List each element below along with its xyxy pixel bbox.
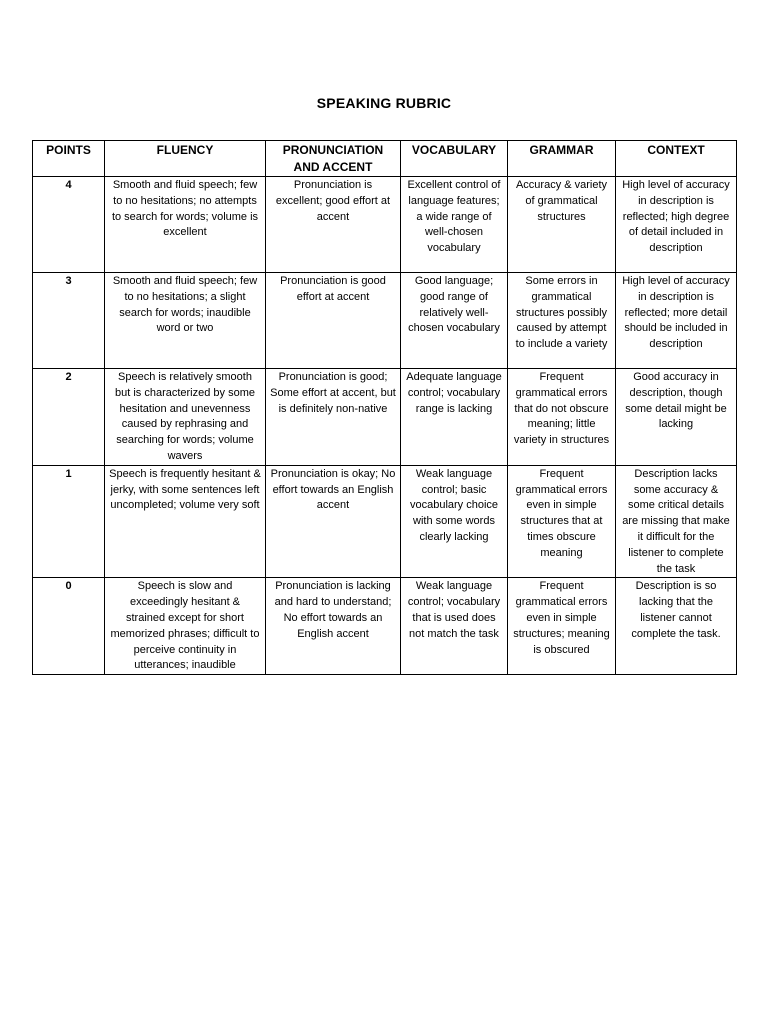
cell-points: 1 xyxy=(33,465,105,578)
cell-context: High level of accuracy in description is reflected; more detail should be included in description xyxy=(616,273,737,369)
cell-points: 4 xyxy=(33,177,105,273)
header-vocabulary: VOCABULARY xyxy=(401,141,508,177)
cell-vocabulary: Adequate language control; vocabulary range is lacking xyxy=(401,369,508,466)
cell-vocabulary: Excellent control of language features; a wide range of well-chosen vocabulary xyxy=(401,177,508,273)
page-title: SPEAKING RUBRIC xyxy=(316,95,452,111)
cell-points: 3 xyxy=(33,273,105,369)
cell-fluency: Smooth and fluid speech; few to no hesitations; no attempts to search for words; volume is excellent xyxy=(105,177,266,273)
cell-pronunciation: Pronunciation is excellent; good effort at accent xyxy=(266,177,401,273)
header-pronunciation: PRONUNCIATION AND ACCENT xyxy=(266,141,401,177)
cell-context: Description lacks some accuracy & some critical details are missing that make it difficult for the listener to complete the task xyxy=(616,465,737,578)
cell-grammar: Some errors in grammatical structures possibly caused by attempt to include a variety xyxy=(508,273,616,369)
cell-grammar: Frequent grammatical errors even in simple structures; meaning is obscured xyxy=(508,578,616,675)
cell-grammar: Frequent grammatical errors that do not obscure meaning; little variety in structures xyxy=(508,369,616,466)
cell-fluency: Speech is slow and exceedingly hesitant & strained except for short memorized phrases; difficult to perceive continuity in utterances; inaudible xyxy=(105,578,266,675)
cell-pronunciation: Pronunciation is okay; No effort towards an English accent xyxy=(266,465,401,578)
cell-grammar: Accuracy & variety of grammatical structures xyxy=(508,177,616,273)
table-row xyxy=(33,578,737,675)
cell-context: High level of accuracy in description is reflected; high degree of detail included in description xyxy=(616,177,737,273)
cell-context: Description is so lacking that the listener cannot complete the task. xyxy=(616,578,737,675)
cell-pronunciation: Pronunciation is good; Some effort at accent, but is definitely non-native xyxy=(266,369,401,466)
cell-context: Good accuracy in description, though some detail might be lacking xyxy=(616,369,737,466)
cell-fluency: Speech is relatively smooth but is characterized by some hesitation and unevenness caused by rephrasing and searching for words; volume wavers xyxy=(105,369,266,466)
cell-points: 2 xyxy=(33,369,105,466)
header-points: POINTS xyxy=(33,141,105,177)
table-row xyxy=(33,369,737,466)
table-row xyxy=(33,465,737,578)
table-row xyxy=(33,177,737,273)
cell-fluency: Speech is frequently hesitant & jerky, with some sentences left uncompleted; volume very soft xyxy=(105,465,266,578)
cell-vocabulary: Weak language control; vocabulary that is used does not match the task xyxy=(401,578,508,675)
cell-vocabulary: Good language; good range of relatively well-chosen vocabulary xyxy=(401,273,508,369)
cell-pronunciation: Pronunciation is good effort at accent xyxy=(266,273,401,369)
cell-pronunciation: Pronunciation is lacking and hard to understand; No effort towards an English accent xyxy=(266,578,401,675)
cell-grammar: Frequent grammatical errors even in simple structures that at times obscure meaning xyxy=(508,465,616,578)
table-header-row xyxy=(33,141,737,177)
rubric-table xyxy=(32,140,737,675)
header-grammar: GRAMMAR xyxy=(508,141,616,177)
cell-points: 0 xyxy=(33,578,105,675)
table-row xyxy=(33,273,737,369)
cell-fluency: Smooth and fluid speech; few to no hesitations; a slight search for words; inaudible word or two xyxy=(105,273,266,369)
cell-vocabulary: Weak language control; basic vocabulary choice with some words clearly lacking xyxy=(401,465,508,578)
header-context: CONTEXT xyxy=(616,141,737,177)
header-fluency: FLUENCY xyxy=(105,141,266,177)
